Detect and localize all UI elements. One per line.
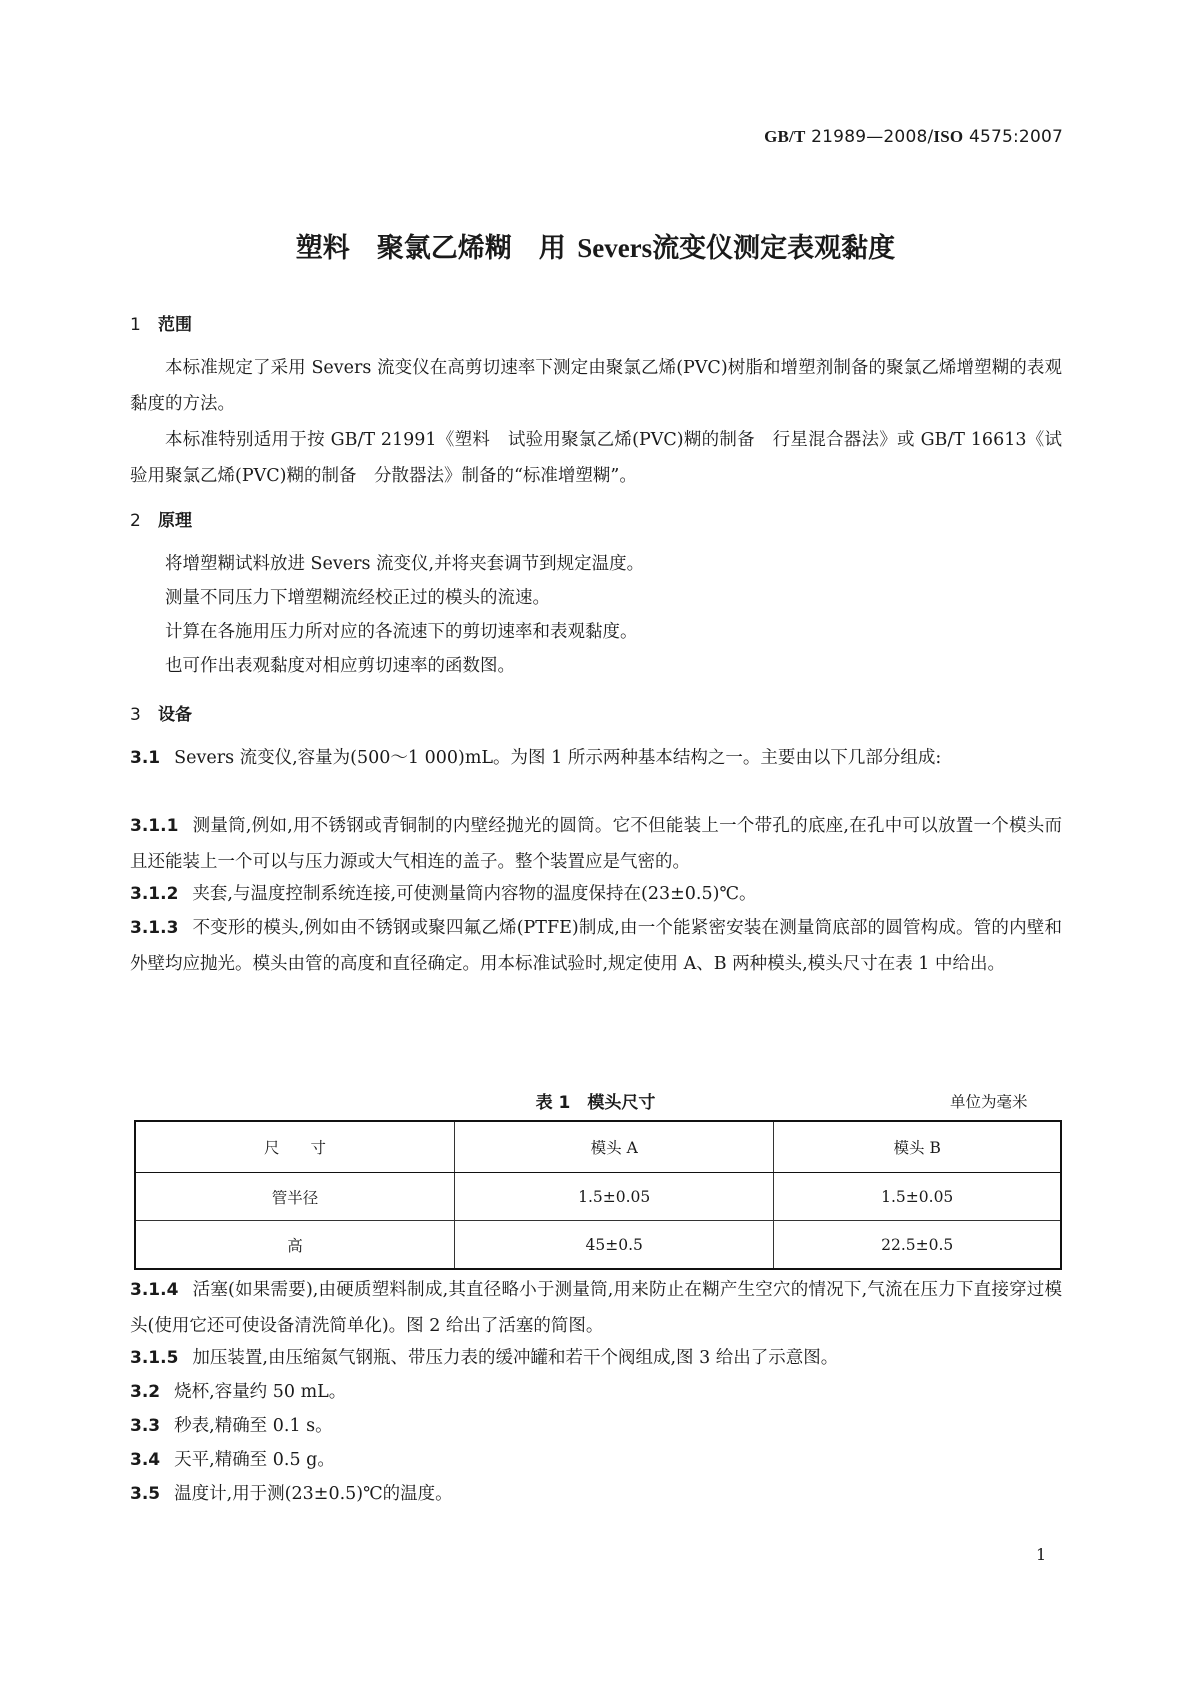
clause-text: 加压装置,由压缩氮气钢瓶、带压力表的缓冲罐和若干个阀组成,图 3 给出了示意图。 xyxy=(192,1348,839,1368)
clause-text: 活塞(如果需要),由硬质塑料制成,其直径略小于测量筒,用来防止在糊产生空穴的情况下,气流在压力下直接穿过模头(使用它还可使设备清洗简单化)。图 2 给出了活塞的简图。 xyxy=(130,1280,1062,1336)
table-cell: 1.5±0.05 xyxy=(774,1173,1061,1221)
table-cell: 22.5±0.5 xyxy=(774,1221,1061,1270)
section-number: 3 xyxy=(130,705,141,725)
table-die-dimensions xyxy=(134,1120,1062,1270)
table-cell: 管半径 xyxy=(135,1173,454,1221)
section-heading-apparatus xyxy=(130,700,192,725)
clause-number: 3.1 xyxy=(130,748,161,768)
clause-text: 烧杯,容量约 50 mL。 xyxy=(174,1382,347,1402)
table-unit: 单位为毫米 xyxy=(950,1093,1028,1111)
clause-text: 秒表,精确至 0.1 s。 xyxy=(174,1416,333,1436)
paragraph: 本标准特别适用于按 GB/T 21991《塑料 试验用聚氯乙烯(PVC)糊的制备 行星混合器法》或 GB/T 16613《试验用聚氯乙烯(PVC)糊的制备 分散器法》制备的“标准增塑糊”。 xyxy=(130,430,1062,486)
table-cell: 高 xyxy=(135,1221,454,1270)
clause-3-1-4 xyxy=(130,1272,1062,1344)
clause-3-4 xyxy=(130,1442,1062,1478)
table-row xyxy=(135,1221,1061,1270)
document-title xyxy=(0,226,1191,265)
clause-number: 3.1.2 xyxy=(130,884,179,904)
table-header-cell: 尺 寸 xyxy=(135,1121,454,1173)
standard-code-iso: ISO xyxy=(933,127,964,146)
clause-number: 3.1.1 xyxy=(130,816,179,836)
section-title: 原理 xyxy=(158,511,192,531)
clause-number: 3.3 xyxy=(130,1416,161,1436)
paragraph: 计算在各施用压力所对应的各流速下的剪切速率和表观黏度。 xyxy=(165,622,638,642)
clause-3-1-1 xyxy=(130,808,1062,880)
clause-text: 不变形的模头,例如由不锈钢或聚四氟乙烯(PTFE)制成,由一个能紧密安装在测量筒底部的圆管构成。管的内壁和外壁均应抛光。模头由管的高度和直径确定。用本标准试验时,规定使用 A、B 两种模头,模头尺寸在表 1 中给出。 xyxy=(130,918,1062,974)
section-number: 2 xyxy=(130,511,141,531)
clause-3-3 xyxy=(130,1408,1062,1444)
page-number: 1 xyxy=(1036,1545,1047,1564)
clause-3-1-3 xyxy=(130,910,1062,982)
clause-3-1-5 xyxy=(130,1340,1062,1376)
standard-code-iso-number: 4575:2007 xyxy=(968,127,1063,147)
paragraph: 将增塑糊试料放进 Severs 流变仪,并将夹套调节到规定温度。 xyxy=(165,554,645,574)
paragraph: 也可作出表观黏度对相应剪切速率的函数图。 xyxy=(165,656,515,676)
clause-number: 3.1.4 xyxy=(130,1280,179,1300)
clause-number: 3.1.3 xyxy=(130,918,179,938)
title-part-1: 塑料 聚氯乙烯糊 用 xyxy=(295,233,566,264)
clause-text: 测量筒,例如,用不锈钢或青铜制的内壁经抛光的圆筒。它不但能装上一个带孔的底座,在孔中可以放置一个模头而且还能装上一个可以与压力源或大气相连的盖子。整个装置应是气密的。 xyxy=(130,816,1062,872)
clause-number: 3.4 xyxy=(130,1450,161,1470)
standard-code xyxy=(0,127,1063,147)
clause-text: 温度计,用于测(23±0.5)℃的温度。 xyxy=(174,1484,453,1504)
table-cell: 1.5±0.05 xyxy=(454,1173,773,1221)
clause-3-5 xyxy=(130,1476,1062,1512)
paragraph: 测量不同压力下增塑糊流经校正过的模头的流速。 xyxy=(165,588,550,608)
section-heading-scope xyxy=(130,310,192,335)
section-title: 设备 xyxy=(158,705,192,725)
paragraph: 本标准规定了采用 Severs 流变仪在高剪切速率下测定由聚氯乙烯(PVC)树脂和增塑剂制备的聚氯乙烯增塑糊的表观黏度的方法。 xyxy=(130,358,1062,414)
table-row xyxy=(135,1173,1061,1221)
clause-number: 3.2 xyxy=(130,1382,161,1402)
clause-text: 天平,精确至 0.5 g。 xyxy=(174,1450,335,1470)
standard-code-prefix: GB/T xyxy=(764,127,806,146)
clause-text: Severs 流变仪,容量为(500～1 000)mL。为图 1 所示两种基本结构之一。主要由以下几部分组成: xyxy=(174,748,942,768)
clause-text: 夹套,与温度控制系统连接,可使测量筒内容物的温度保持在(23±0.5)℃。 xyxy=(192,884,757,904)
clause-number: 3.1.5 xyxy=(130,1348,179,1368)
clause-number: 3.5 xyxy=(130,1484,161,1504)
standard-code-number: 21989—2008/ xyxy=(811,127,934,147)
title-part-en: Severs xyxy=(577,233,653,263)
table-header-cell: 模头 B xyxy=(774,1121,1061,1173)
table-cell: 45±0.5 xyxy=(454,1221,773,1270)
table-header-row xyxy=(135,1121,1061,1173)
table-header-cell: 模头 A xyxy=(454,1121,773,1173)
section-number: 1 xyxy=(130,315,141,335)
section-title: 范围 xyxy=(158,315,192,335)
clause-3-1 xyxy=(130,740,1062,776)
table-caption: 表 1 模头尺寸 xyxy=(535,1093,656,1113)
clause-3-1-2 xyxy=(130,876,1062,912)
title-part-2: 流变仪测定表观黏度 xyxy=(652,233,896,264)
section-heading-principle xyxy=(130,506,192,531)
clause-3-2 xyxy=(130,1374,1062,1410)
